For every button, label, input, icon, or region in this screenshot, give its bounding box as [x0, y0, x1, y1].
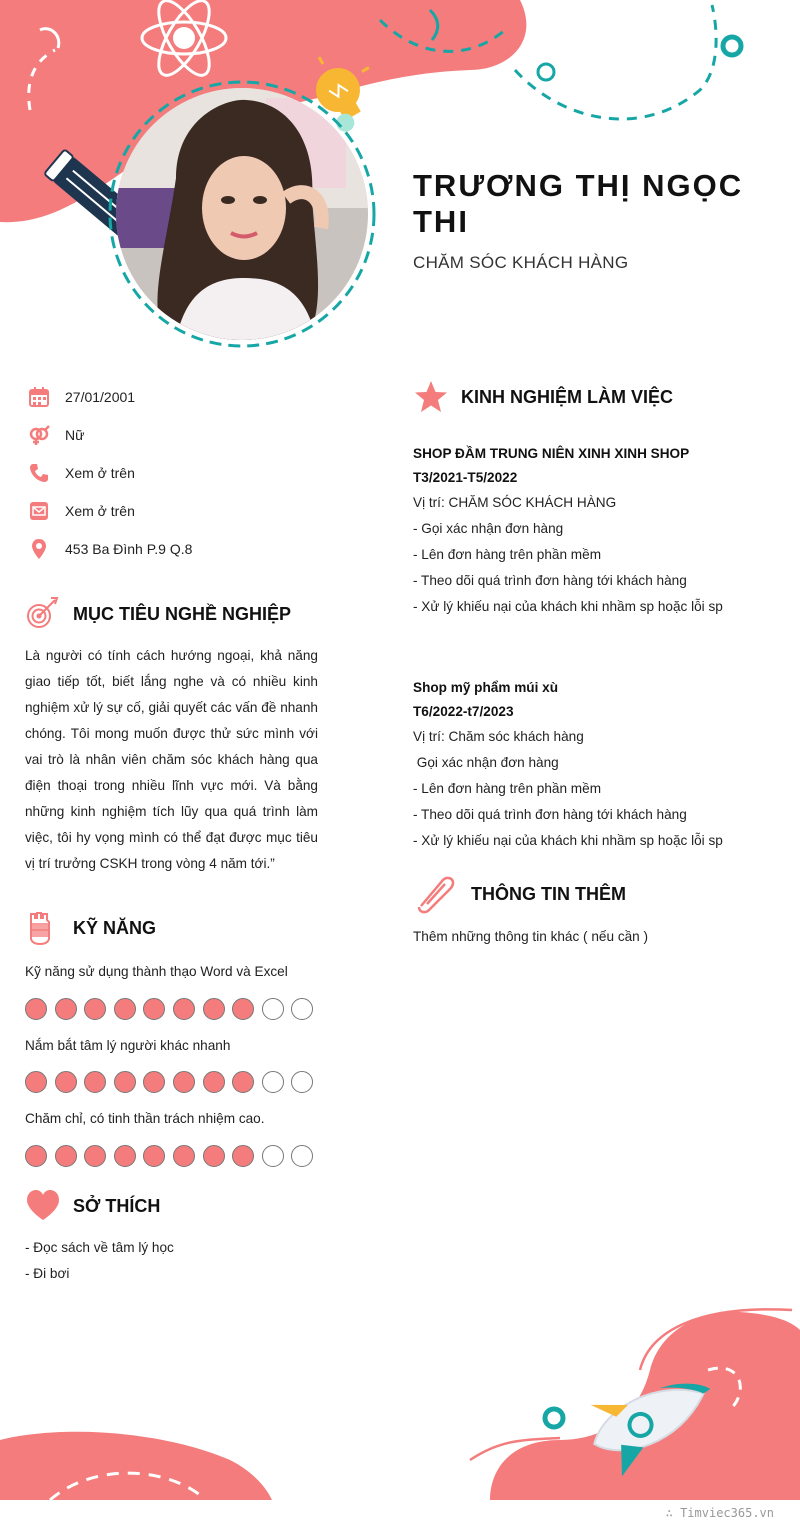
rating-dot-filled — [203, 1145, 225, 1167]
job-task: - Xử lý khiếu nại của khách khi nhầm sp hoặc lỗi sp — [413, 833, 723, 848]
bottom-decoration — [0, 1290, 800, 1528]
gender-value: Nữ — [65, 427, 85, 443]
hobby-item: - Đi bơi — [25, 1266, 70, 1281]
rating-dot-filled — [84, 998, 106, 1020]
rating-dot-empty — [262, 1071, 284, 1093]
contact-address — [28, 537, 328, 561]
additional-title: THÔNG TIN THÊM — [471, 883, 626, 904]
experience-heading — [413, 379, 673, 415]
job-company: Shop mỹ phẩm múi xù — [413, 680, 559, 695]
hobby-item: - Đọc sách về tâm lý học — [25, 1240, 174, 1255]
job-company: SHOP ĐẦM TRUNG NIÊN XINH XINH SHOP — [413, 446, 690, 461]
ring-icon — [545, 1409, 563, 1427]
contact-email — [28, 499, 328, 523]
rating-dot-filled — [173, 998, 195, 1020]
hobbies-title: SỞ THÍCH — [73, 1195, 161, 1216]
job-task: - Lên đơn hàng trên phần mềm — [413, 547, 602, 562]
ring-icon — [723, 37, 741, 55]
rating-dot-filled — [203, 1071, 225, 1093]
rating-dot-filled — [84, 1145, 106, 1167]
rating-dot-filled — [173, 1145, 195, 1167]
watermark: ∴ Timviec365.vn — [665, 1506, 774, 1520]
skill-rating — [25, 998, 321, 1020]
star-icon — [413, 379, 449, 415]
phone-icon — [28, 462, 50, 484]
fist-icon — [25, 910, 61, 946]
rating-dot-filled — [203, 998, 225, 1020]
objective-title: MỤC TIÊU NGHỀ NGHIỆP — [73, 603, 292, 624]
rating-dot-empty — [291, 1145, 313, 1167]
skills-title: KỸ NĂNG — [73, 917, 157, 938]
rating-dot-filled — [25, 1145, 47, 1167]
email-value: Xem ở trên — [65, 503, 135, 519]
job-task: Gọi xác nhận đơn hàng — [413, 755, 559, 770]
rating-dot-filled — [173, 1071, 195, 1093]
rating-dot-filled — [84, 1071, 106, 1093]
rating-dot-filled — [114, 1145, 136, 1167]
skill-label: Chăm chỉ, có tinh thần trách nhiệm cao. — [25, 1111, 265, 1126]
job-period: T6/2022-t7/2023 — [413, 704, 514, 719]
calendar-icon — [28, 386, 50, 408]
job-task: - Lên đơn hàng trên phần mềm — [413, 781, 602, 796]
heart-icon — [25, 1188, 61, 1224]
rating-dot-filled — [55, 1145, 77, 1167]
experience-title: KINH NGHIỆM LÀM VIỆC — [461, 386, 674, 407]
profile-photo — [116, 88, 368, 340]
rating-dot-empty — [291, 998, 313, 1020]
job-position: Vị trí: Chăm sóc khách hàng — [413, 729, 584, 744]
rating-dot-empty — [262, 998, 284, 1020]
target-icon — [25, 596, 61, 632]
job-task: - Theo dõi quá trình đơn hàng tới khách hàng — [413, 573, 687, 588]
job-period: T3/2021-T5/2022 — [413, 470, 518, 485]
location-pin-icon — [28, 538, 50, 560]
job-task: - Xử lý khiếu nại của khách khi nhầm sp hoặc lỗi sp — [413, 599, 723, 614]
additional-heading — [413, 874, 626, 914]
phone-value: Xem ở trên — [65, 465, 135, 481]
contact-gender — [28, 423, 328, 447]
rating-dot-filled — [143, 1071, 165, 1093]
job-task: - Theo dõi quá trình đơn hàng tới khách hàng — [413, 807, 687, 822]
rating-dot-filled — [143, 998, 165, 1020]
rating-dot-filled — [114, 1071, 136, 1093]
rating-dot-filled — [55, 1071, 77, 1093]
email-icon — [28, 500, 50, 522]
rating-dot-empty — [291, 1071, 313, 1093]
skills-heading — [25, 910, 156, 946]
contact-birthdate — [28, 385, 328, 409]
rating-dot-filled — [114, 998, 136, 1020]
skill-label: Kỹ năng sử dụng thành thạo Word và Excel — [25, 964, 288, 979]
rating-dot-filled — [25, 998, 47, 1020]
contact-phone — [28, 461, 328, 485]
rating-dot-filled — [25, 1071, 47, 1093]
gender-icon — [28, 424, 50, 446]
rating-dot-filled — [55, 998, 77, 1020]
rating-dot-empty — [262, 1145, 284, 1167]
job-position: Vị trí: CHĂM SÓC KHÁCH HÀNG — [413, 495, 617, 510]
objective-heading — [25, 596, 291, 632]
birthdate-value: 27/01/2001 — [65, 389, 136, 405]
rating-dot-filled — [143, 1145, 165, 1167]
rating-dot-filled — [232, 1071, 254, 1093]
skill-rating — [25, 1071, 321, 1093]
rating-dot-filled — [232, 998, 254, 1020]
objective-text: Là người có tính cách hướng ngoại, khả năng giao tiếp tốt, biết lắng nghe và có nhiều kinh nghiệm xử lý sự cố, giải quyết các vấn đề nhanh chóng. Tôi mong muốn được thử sức mình với vai trò là nhân viên chăm sóc khách hàng qua điện thoại trong nhiều lĩnh vực mới. Và bằng những kinh nghiệm tích lũy qua quá trình làm việc, tôi hy vọng mình có thể đạt được mục tiêu vị trí trưởng CSKH trong vòng 4 năm tới.” — [25, 648, 318, 871]
address-value: 453 Ba Đình P.9 Q.8 — [65, 541, 193, 557]
skill-label: Nắm bắt tâm lý người khác nhanh — [25, 1038, 231, 1053]
paperclip-icon — [413, 874, 459, 914]
skill-rating — [25, 1145, 321, 1167]
additional-text: Thêm những thông tin khác ( nếu cần ) — [413, 929, 649, 944]
hobbies-heading — [25, 1188, 160, 1224]
job-title: CHĂM SÓC KHÁCH HÀNG — [413, 253, 629, 272]
rating-dot-filled — [232, 1145, 254, 1167]
candidate-name: TRƯƠNG THỊ NGỌC THI — [413, 168, 744, 239]
job-task: - Gọi xác nhận đơn hàng — [413, 521, 564, 536]
